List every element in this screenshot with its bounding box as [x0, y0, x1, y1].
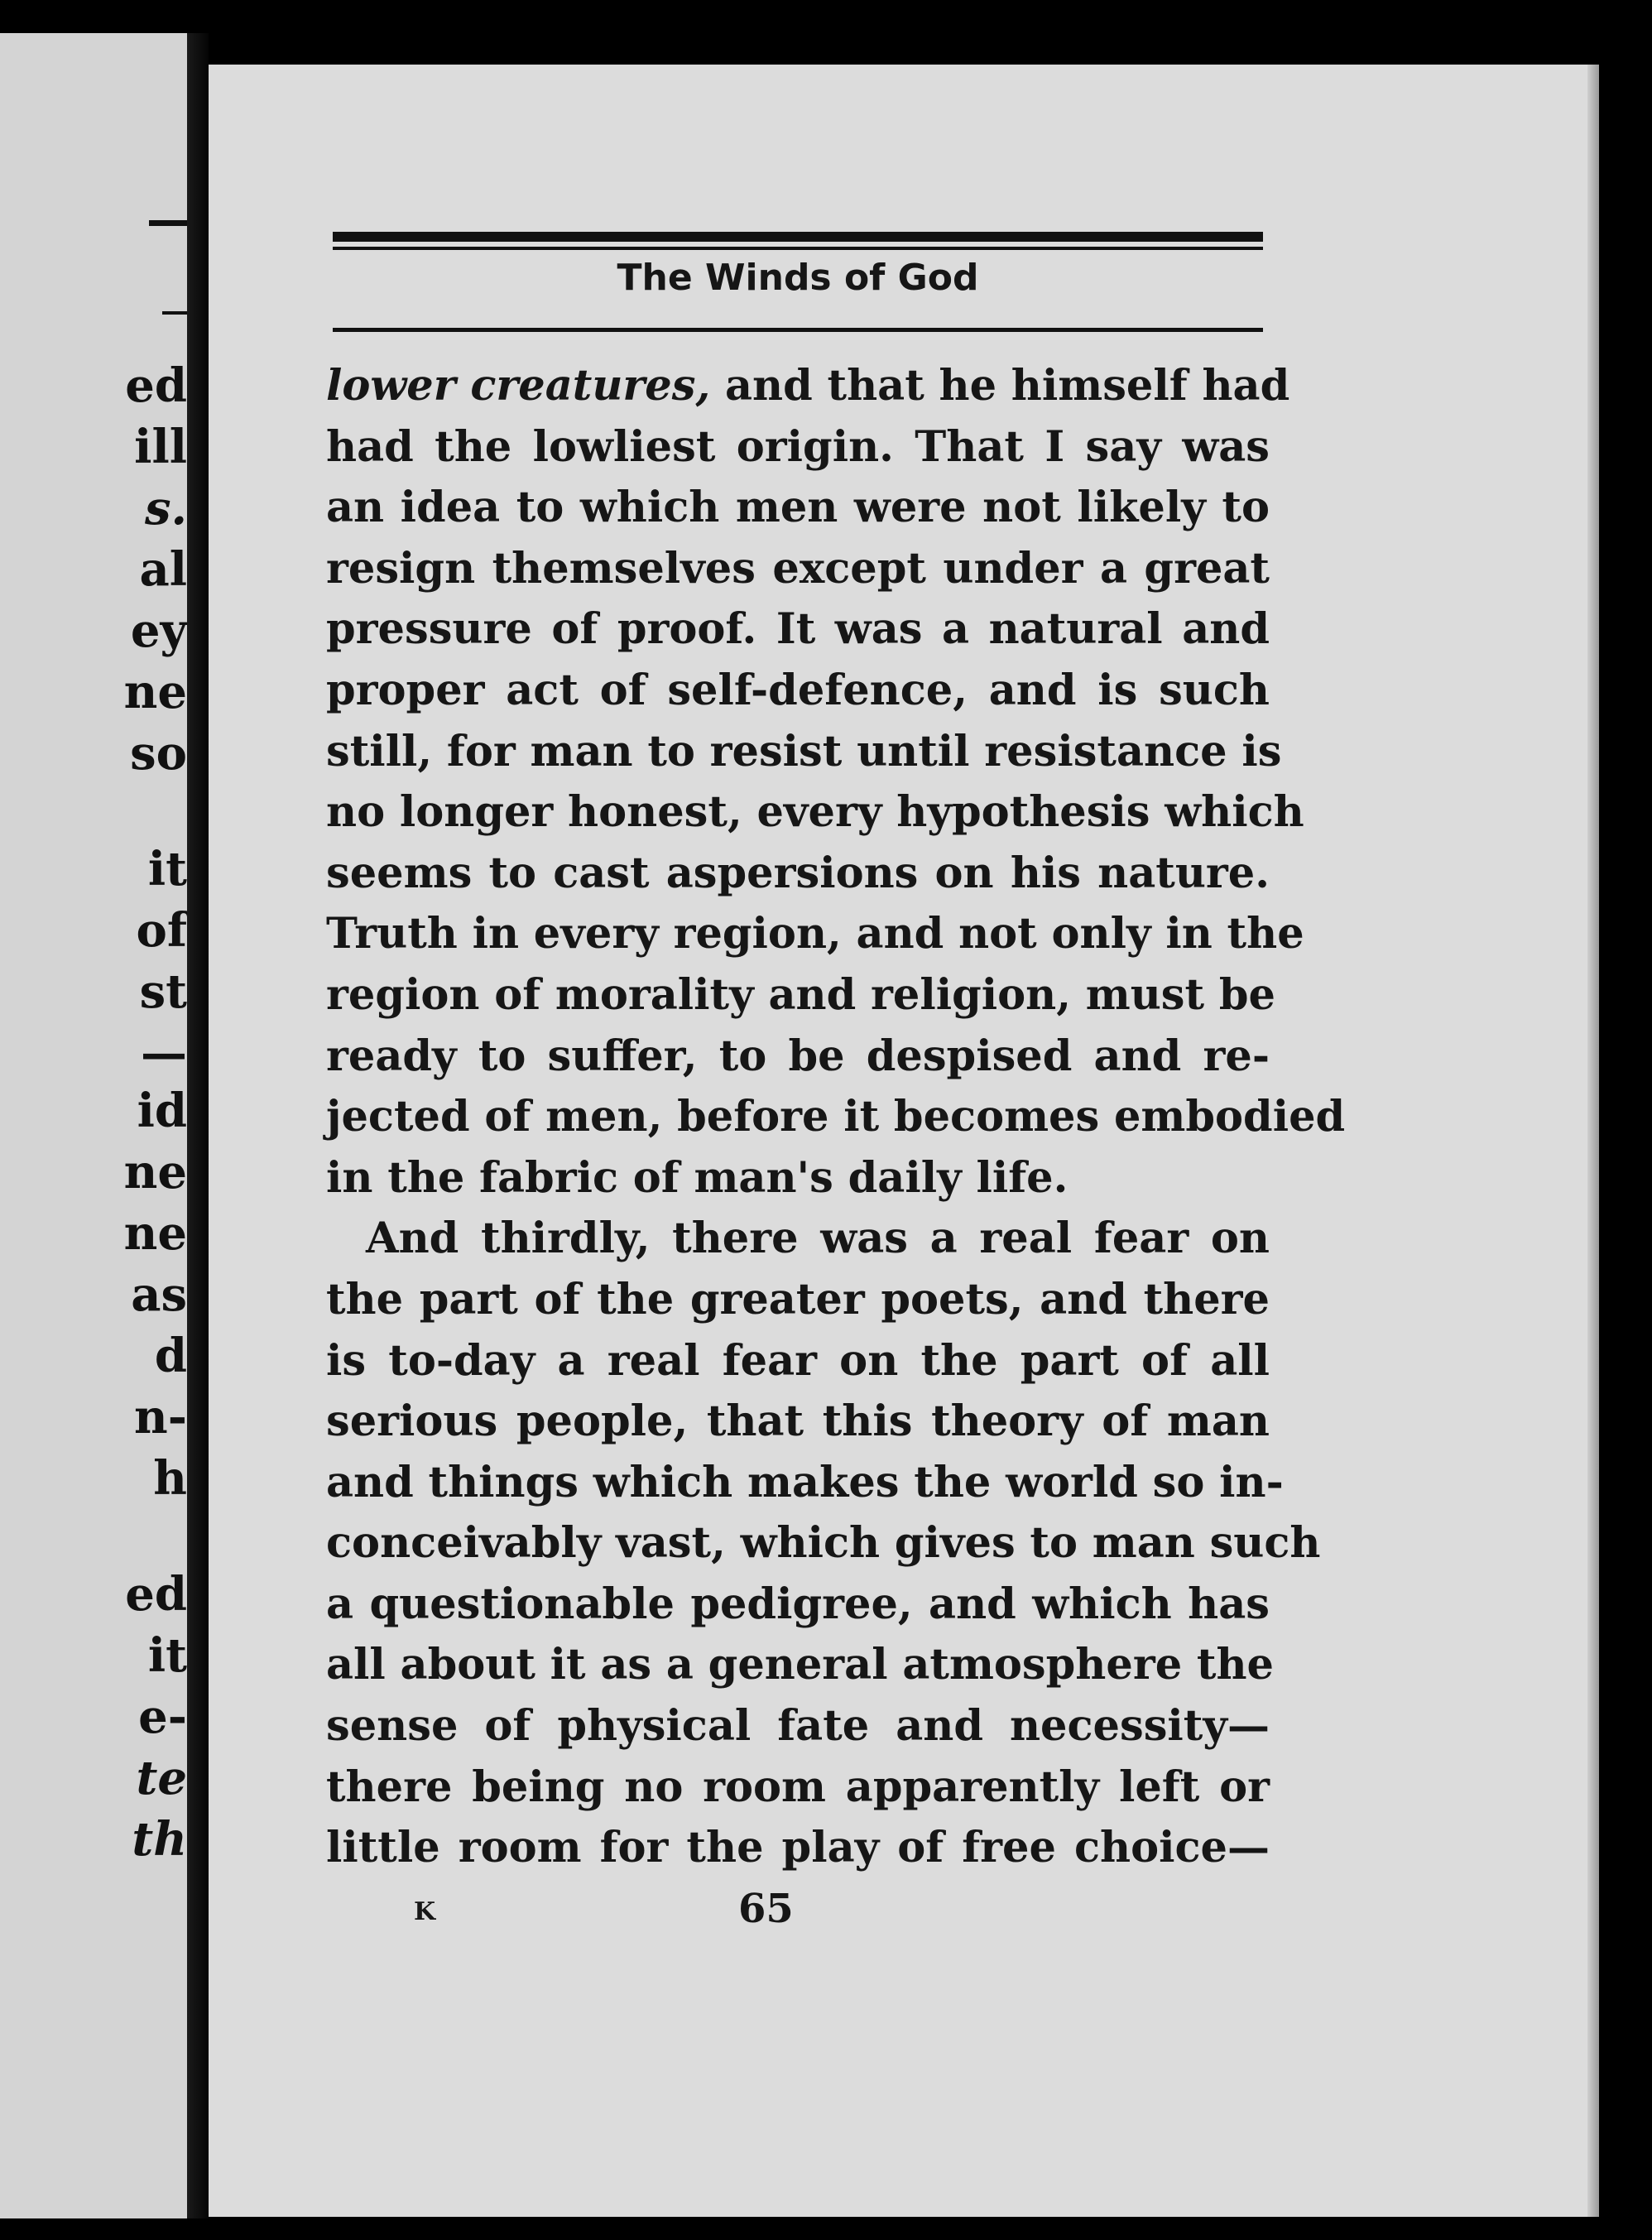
signature-mark: K: [414, 1897, 436, 1926]
adjacent-page-word: ne: [123, 1206, 187, 1261]
text-line: Truth in every region, and not only in the: [326, 909, 1304, 959]
text-line: all about it as a general atmosphere the: [326, 1640, 1274, 1690]
adjacent-page-word: as: [131, 1267, 187, 1322]
text-line: resign themselves except under a great: [326, 543, 1270, 594]
adjacent-page-word: ne: [123, 665, 187, 719]
adjacent-page-word: ill: [134, 420, 187, 474]
text-line: no longer honest, every hypothesis which: [326, 787, 1304, 838]
adjacent-page-word: ey: [130, 603, 187, 658]
adjacent-page-word: —: [141, 1026, 187, 1080]
adjacent-page-word: st: [139, 964, 187, 1019]
adjacent-page-word: al: [139, 542, 187, 597]
text-line: ready to suffer, to be despised and re-: [326, 1031, 1270, 1081]
adjacent-page-word: d: [154, 1329, 187, 1383]
book-page: [209, 65, 1599, 2217]
adjacent-page-word: h: [153, 1451, 187, 1506]
text-line: is to-day a real fear on the part of all: [326, 1335, 1270, 1386]
text-span: and that he himself had: [710, 361, 1290, 411]
adjacent-page-word: te: [136, 1751, 187, 1805]
text-line: still, for man to resist until resistance is: [326, 726, 1282, 776]
text-line: little room for the play of free choice—: [326, 1823, 1270, 1873]
text-line: pressure of proof. It was a natural and: [326, 604, 1270, 655]
adjacent-page-word: ed: [125, 1567, 187, 1622]
adjacent-page-word: of: [136, 903, 187, 958]
italic-phrase: lower creatures,: [326, 361, 711, 411]
running-head: The Winds of God: [617, 257, 979, 299]
text-line: in the fabric of man's daily life.: [326, 1152, 1069, 1203]
adjacent-page-word: n-: [134, 1390, 187, 1444]
text-line: serious people, that this theory of man: [326, 1396, 1270, 1447]
text-line: an idea to which men were not likely to: [326, 483, 1270, 533]
page-number: 65: [738, 1886, 794, 1932]
page-body-text: [326, 356, 1346, 1879]
header-rule-bottom: [333, 328, 1263, 332]
adjacent-page-word: e-: [138, 1690, 187, 1744]
adjacent-page-word: id: [137, 1084, 187, 1138]
text-line: seems to cast aspersions on his nature.: [326, 848, 1270, 898]
adjacent-page-word: ed: [125, 358, 187, 413]
adjacent-page-word: ne: [123, 1145, 187, 1199]
adjacent-page-fragment: [0, 33, 187, 2218]
text-line: a questionable pedigree, and which has: [326, 1579, 1270, 1629]
text-line: jected of men, before it becomes embodied: [326, 1092, 1346, 1142]
adjacent-page-word: it: [147, 842, 187, 896]
book-gutter: [187, 33, 209, 2218]
adjacent-page-word: so: [130, 726, 187, 781]
adjacent-page-word: s.: [144, 481, 187, 536]
text-line: and things which makes the world so in-: [326, 1457, 1284, 1507]
text-line: the part of the greater poets, and there: [326, 1274, 1270, 1324]
adjacent-page-word: it: [147, 1628, 187, 1683]
text-line: sense of physical fate and necessity—: [326, 1701, 1270, 1752]
text-line: proper act of self-defence, and is such: [326, 665, 1270, 715]
text-line: had the lowliest origin. That I say was: [326, 421, 1270, 472]
text-line: conceivably vast, which gives to man such: [326, 1518, 1321, 1569]
adjacent-page-word: th: [132, 1812, 187, 1867]
adjacent-page-rule: [149, 220, 187, 226]
text-line: there being no room apparently left or: [326, 1762, 1270, 1812]
text-line: [326, 356, 1290, 417]
header-rule-second: [333, 247, 1263, 250]
header-rule-top: [333, 232, 1263, 242]
adjacent-page-rule: [162, 311, 187, 315]
text-line: region of morality and religion, must be: [326, 969, 1275, 1020]
text-line: And thirdly, there was a real fear on: [366, 1214, 1270, 1264]
